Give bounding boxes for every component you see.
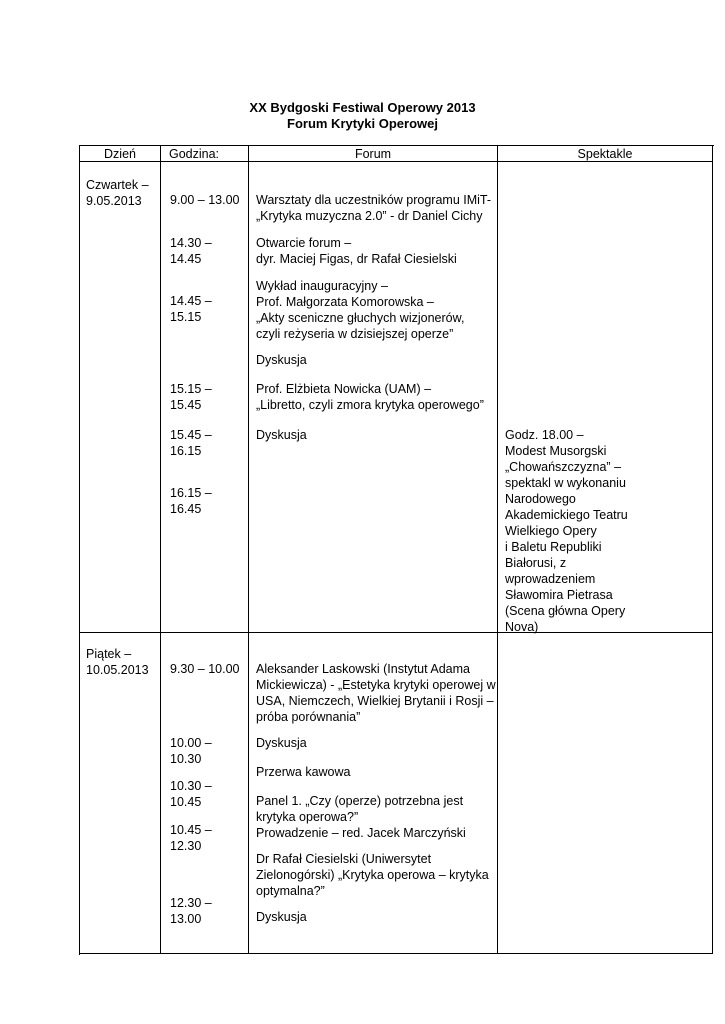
forum-entry <box>256 909 307 925</box>
forum-entry <box>256 352 307 368</box>
time-slot: 12.30 – 13.00 <box>170 896 212 926</box>
forum-entry <box>256 661 496 725</box>
show-text: Godz. 18.00 – Modest Musorgski „Chowańszczyzna” – spektakl w wykonaniu Narodowego Akademickiego Teatru Wielkiego Opery i Baletu Republiki Białorusi, z wprowadzeniem Sławomira Pietrasa (Scena główna Opery Nova) <box>505 428 628 634</box>
forum-entry <box>256 381 484 413</box>
time-cell <box>170 192 240 208</box>
forum-text: Panel 1. „Czy (operze) potrzebna jest krytyka operowa?” Prowadzenie – red. Jacek Marczyński <box>256 794 466 840</box>
forum-text: Dyskusja <box>256 736 307 750</box>
time-slot: 9.30 – 10.00 <box>170 662 240 676</box>
forum-entry <box>256 851 489 899</box>
forum-entry <box>256 192 491 224</box>
time-cell <box>170 661 240 677</box>
time-cell <box>170 381 212 413</box>
column-divider <box>160 145 161 954</box>
time-slot: 9.00 – 13.00 <box>170 193 240 207</box>
day-cell <box>86 646 149 678</box>
time-cell <box>170 235 212 267</box>
forum-text: Aleksander Laskowski (Instytut Adama Mickiewicza) - „Estetyka krytyki operowej w USA, Niemczech, Wielkiej Brytanii i Rosji – próba porównania” <box>256 662 496 724</box>
show-cell <box>505 427 628 635</box>
time-slot: 10.00 – 10.30 <box>170 736 212 766</box>
time-slot: 10.45 – 12.30 <box>170 823 212 853</box>
day-label: Piątek – 10.05.2013 <box>86 647 149 677</box>
header-day: Dzień <box>104 147 136 161</box>
column-divider <box>712 145 713 954</box>
forum-entry <box>256 235 457 267</box>
header-forum: Forum <box>354 147 392 161</box>
forum-text: Dyskusja <box>256 428 307 442</box>
column-divider <box>497 145 498 954</box>
forum-text: Dyskusja <box>256 353 307 367</box>
forum-entry <box>256 278 464 342</box>
forum-text: Warsztaty dla uczestników programu IMiT- „Krytyka muzyczna 2.0” - dr Daniel Cichy <box>256 193 492 223</box>
forum-entry <box>256 735 307 751</box>
time-cell <box>170 778 212 810</box>
time-slot: 14.30 – 14.45 <box>170 236 212 266</box>
column-divider <box>248 145 249 954</box>
forum-entry <box>256 427 307 443</box>
header-show: Spektakle <box>577 147 633 161</box>
forum-text: Dr Rafał Ciesielski (Uniwersytet Zielonogórski) „Krytyka operowa – krytyka optymalna?” <box>256 852 489 898</box>
document-title <box>0 100 725 132</box>
time-cell <box>170 895 212 927</box>
day-label: Czwartek – 9.05.2013 <box>86 178 149 208</box>
time-cell <box>170 735 212 767</box>
title-line-1: XX Bydgoski Festiwal Operowy 2013 <box>249 100 476 115</box>
forum-entry <box>256 793 466 841</box>
time-slot: 15.45 – 16.15 <box>170 428 212 458</box>
time-slot: 14.45 – 15.15 <box>170 294 212 324</box>
time-slot: 16.15 – 16.45 <box>170 486 212 516</box>
time-slot: 15.15 – 15.45 <box>170 382 212 412</box>
forum-text: Otwarcie forum – dyr. Maciej Figas, dr Rafał Ciesielski <box>256 236 457 266</box>
forum-text: Przerwa kawowa <box>256 765 351 779</box>
day-cell <box>86 177 149 209</box>
time-slot: 10.30 – 10.45 <box>170 779 212 809</box>
forum-entry <box>256 764 350 780</box>
forum-text: Prof. Elżbieta Nowicka (UAM) – „Libretto, czyli zmora krytyka operowego” <box>256 382 484 412</box>
forum-text: Dyskusja <box>256 910 307 924</box>
time-cell <box>170 485 212 517</box>
time-cell <box>170 427 212 459</box>
title-line-2: Forum Krytyki Operowej <box>287 116 438 131</box>
time-cell <box>170 822 212 854</box>
table-bottom-border <box>79 953 713 954</box>
header-hour: Godzina: <box>169 147 220 161</box>
time-cell <box>170 293 212 325</box>
forum-text: Wykład inauguracyjny – Prof. Małgorzata Komorowska – „Akty sceniczne głuchych wizjonerów, czyli reżyseria w dzisiejszej operze” <box>256 279 465 341</box>
